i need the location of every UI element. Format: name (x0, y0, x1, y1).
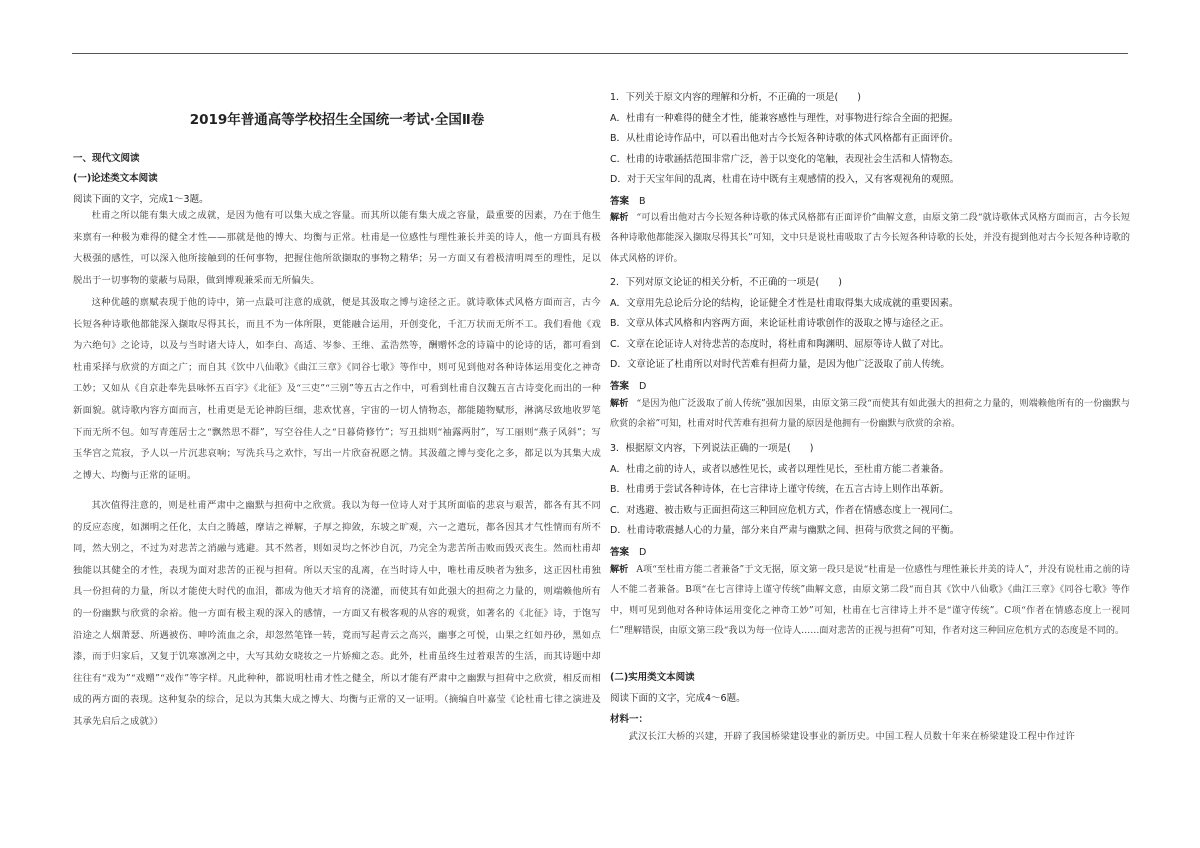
question-3-option-c: C．对逃避、被击败与正面担荷这三种回应危机方式，作者在情感态度上一视同仁。 (610, 504, 959, 516)
page-title: 2019年普通高等学校招生全国统一考试·全国Ⅱ卷 (189, 112, 485, 128)
paragraph-3: 其次值得注意的，则是杜甫严肃中之幽默与担荷中之欣赏。我以为每一位诗人对于其所面临的悲哀与艰苦，都各有其不同的反应态度，如渊明之任化，太白之腾越，摩诘之禅解，子厚之抑敛，东坡之旷观，六一之遣玩，都各因其才气性情而有所不同，然大别之，不过为对悲苦之消融与逃避。其不然者，则如灵均之怀沙自沉，乃完全为悲苦所击败而毁灭丧生。然而杜甫却独能以其健全的才性，表现为面对悲苦的正视与担荷。所以天宝的乱离，在当时诗人中，唯杜甫反映者为独多，这正因杜甫独具一份担荷的力量，所以才能使大时代的血泪，都成为他天才培育的浇灌，而使其有如此强大的担荷之力量的，则端赖他所有的一份幽默与欣赏的余裕。他一方面有极主观的深入的感情，一方面又有极客观的从容的观赏，如著名的《北征》诗，于饱写沿途之人烟萧瑟、所遇被伤、呻吟流血之余，却忽然笔锋一转，竟而写起青云之高兴，幽事之可悦，山果之红如丹砂，黑如点漆，而于归家后，又复于饥寒凛冽之中，大写其幼女晓妆之一片娇痴之态。此外，杜甫虽终生过着艰苦的生活，而其诗题中却往往有“戏为”“戏赠”“戏作”等字样。凡此种种，都说明杜甫才性之健全，所以才能有严肃中之幽默与担荷中之欣赏，相反而相成的两方面的表现。这种复杂的综合，足以为其集大成之博大、均衡与正常的又一证明。（摘编自叶嘉莹《论杜甫七律之演进及其承先启后之成就》） (73, 500, 601, 727)
explanation-text: “可以看出他对古今长短各种诗歌的体式风格都有正面评价”曲解文意，由原文第二段“就诗歌体式风格方面而言，古今长短各种诗歌他都能深入撷取尽得其长”可知，文中只是说杜甫吸取了古今长短各种诗歌的长处，并没有提到他对古今长短各种诗歌的体式风格的评价。 (610, 213, 1130, 264)
material-label: 材料一： (610, 714, 649, 725)
answer-value: B (639, 196, 646, 207)
explanation-label: 解析 (610, 213, 629, 223)
explanation-text: A项“至杜甫方能二者兼备”于文无据，原文第一段只是说“杜甫是一位感性与理性兼长并美的诗人”，并没有说杜甫之前的诗人不能二者兼备。B项“在七言律诗上谨守传统”曲解文意，由原文第二段“而自其《饮中八仙歌》《曲江三章》《同谷七歌》等作中，则可见到他对各种诗体运用变化之神奇工妙”可知，杜甫在七言律诗上并不是“谨守传统”。C项“作者在情感态度上一视同仁”理解错误，由原文第三段“我以为每一位诗人……面对悲苦的正视与担荷”可知，作者对这三种回应危机方式的态度是不同的。 (610, 565, 1130, 637)
question-3-explanation (610, 560, 1130, 642)
explanation-text: “是因为他广泛汲取了前人传统”强加因果，由原文第三段“而使其有如此强大的担荷之力量的，则端赖他所有的一份幽默与欣赏的余裕”可知，杜甫对时代苦难有担荷力量的原因是他拥有一份幽默与欣赏的余裕。 (610, 399, 1130, 430)
question-2-option-c: C．文章在论证诗人对待悲苦的态度时，将杜甫和陶渊明、屈原等诗人做了对比。 (610, 338, 950, 350)
reading-instruction-1: 阅读下面的文字，完成1～3题。 (73, 194, 209, 205)
section-heading-1: 一、现代文阅读 (73, 153, 140, 164)
question-1-explanation (610, 208, 1130, 269)
subsection-heading-1: (一)论述类文本阅读 (73, 173, 158, 184)
question-2-stem: 2．下列对原文论证的相关分析，不正确的一项是( ) (610, 277, 842, 288)
question-1-option-b: B．从杜甫论诗作品中，可以看出他对古今长短各种诗歌的体式风格都有正面评价。 (610, 133, 959, 145)
explanation-label: 解析 (610, 399, 629, 409)
question-1-answer (610, 193, 646, 207)
header-rule (72, 53, 1128, 54)
question-2 (610, 273, 1130, 376)
question-3-option-d: D．杜甫诗歌震撼人心的力量，部分来自严肃与幽默之间、担荷与欣赏之间的平衡。 (610, 525, 960, 537)
question-1-stem: 1．下列关于原文内容的理解和分析，不正确的一项是( ) (610, 92, 861, 103)
question-3-option-a: A．杜甫之前的诗人，或者以感性见长，或者以理性见长，至杜甫方能二者兼备。 (610, 463, 949, 475)
question-3-stem: 3．根据原文内容，下列说法正确的一项是( ) (610, 443, 814, 454)
answer-label: 答案 (610, 547, 630, 558)
question-1-option-c: C．杜甫的诗歌涵括范围非常广泛，善于以变化的笔触，表现社会生活和人情物态。 (610, 153, 959, 165)
paragraph-2: 这种优越的禀赋表现于他的诗中，第一点最可注意的成就，便是其汲取之博与途径之正。就诗歌体式风格方面而言，古今长短各种诗歌他都能深入撷取尽得其长，而且不为一体所限，更能融合运用，开创变化，千汇万状而无所不工。我们看他《戏为六绝句》之论诗，以及与当时诸大诗人，如李白、高适、岑参、王维、孟浩然等，酬赠怀念的诗篇中的论诗的话，都可看到杜甫采择与欣赏的方面之广；而自其《饮中八仙歌》《曲江三章》《同谷七歌》等作中，则可见到他对各种诗体运用变化之神奇工妙；又如从《自京赴奉先县咏怀五百字》《北征》及“三吏”“三别”等五古之作中，可看到杜甫自汉魏五言古诗变化而出的一种新面貌。就诗歌内容方面而言，杜甫更是无论神韵巨细，悲欢忧喜，宇宙的一切人情物态，都能随物赋形，淋漓尽致地收罗笔下而无所不包。如写青莲居士之“飘然思不群”，写空谷佳人之“日暮倚修竹”；写丑拙则“袖露两肘”，写工丽则“燕子风斜”；写玉华宫之荒寂，予人以一片沉悲哀响；写洗兵马之欢忭，写出一片欣奋祝愿之情。其汲蕴之博与变化之多，都足以为其集大成之博大、均衡与正常的证明。 (73, 297, 601, 481)
question-3-answer (610, 544, 646, 558)
answer-label: 答案 (610, 196, 630, 207)
question-2-option-b: B．文章从体式风格和内容两方面，来论证杜甫诗歌创作的汲取之博与途径之正。 (610, 318, 950, 330)
answer-value: D (639, 381, 647, 392)
question-1-option-d: D．对于天宝年间的乱离，杜甫在诗中既有主观感情的投入，又有客观视角的观照。 (610, 174, 960, 186)
reading-instruction-2: 阅读下面的文字，完成4～6题。 (610, 693, 746, 704)
question-3-option-b: B．杜甫勇于尝试各种诗体，在七言律诗上谨守传统，在五言古诗上则作出革新。 (610, 484, 950, 496)
question-2-option-d: D．文章论证了杜甫所以对时代苦难有担荷力量，是因为他广泛汲取了前人传统。 (610, 359, 950, 371)
question-1-option-a: A．杜甫有一种难得的健全才性，能兼容感性与理性，对事物进行综合全面的把握。 (610, 112, 959, 124)
question-3 (610, 439, 1130, 542)
question-1 (610, 88, 1130, 191)
explanation-label: 解析 (610, 565, 629, 575)
subsection-heading-2: (二)实用类文本阅读 (610, 672, 695, 683)
material-1-text: 武汉长江大桥的兴建，开辟了我国桥梁建设事业的新历史。中国工程人员数十年来在桥梁建设工程中作过许 (628, 731, 1075, 742)
paragraph-1: 杜甫之所以能有集大成之成就，是因为他有可以集大成之容量。而其所以能有集大成之容量，最重要的因素，乃在于他生来禀有一种极为难得的健全才性——那就是他的博大、均衡与正常。杜甫是一位感性与理性兼长并美的诗人，他一方面具有极大极强的感性，可以深入他所接触到的任何事物，把握住他所欲撷取的事物之精华；另一方面又有着极清明周至的理性，足以脱出于一切事物的蒙蔽与局限，做到博观兼采而无所偏失。 (73, 210, 601, 286)
question-2-option-a: A．文章用先总论后分论的结构，论证健全才性是杜甫取得集大成成就的重要因素。 (610, 297, 959, 309)
answer-value: D (639, 547, 647, 558)
question-2-explanation (610, 394, 1130, 435)
answer-label: 答案 (610, 381, 630, 392)
question-2-answer (610, 378, 646, 392)
